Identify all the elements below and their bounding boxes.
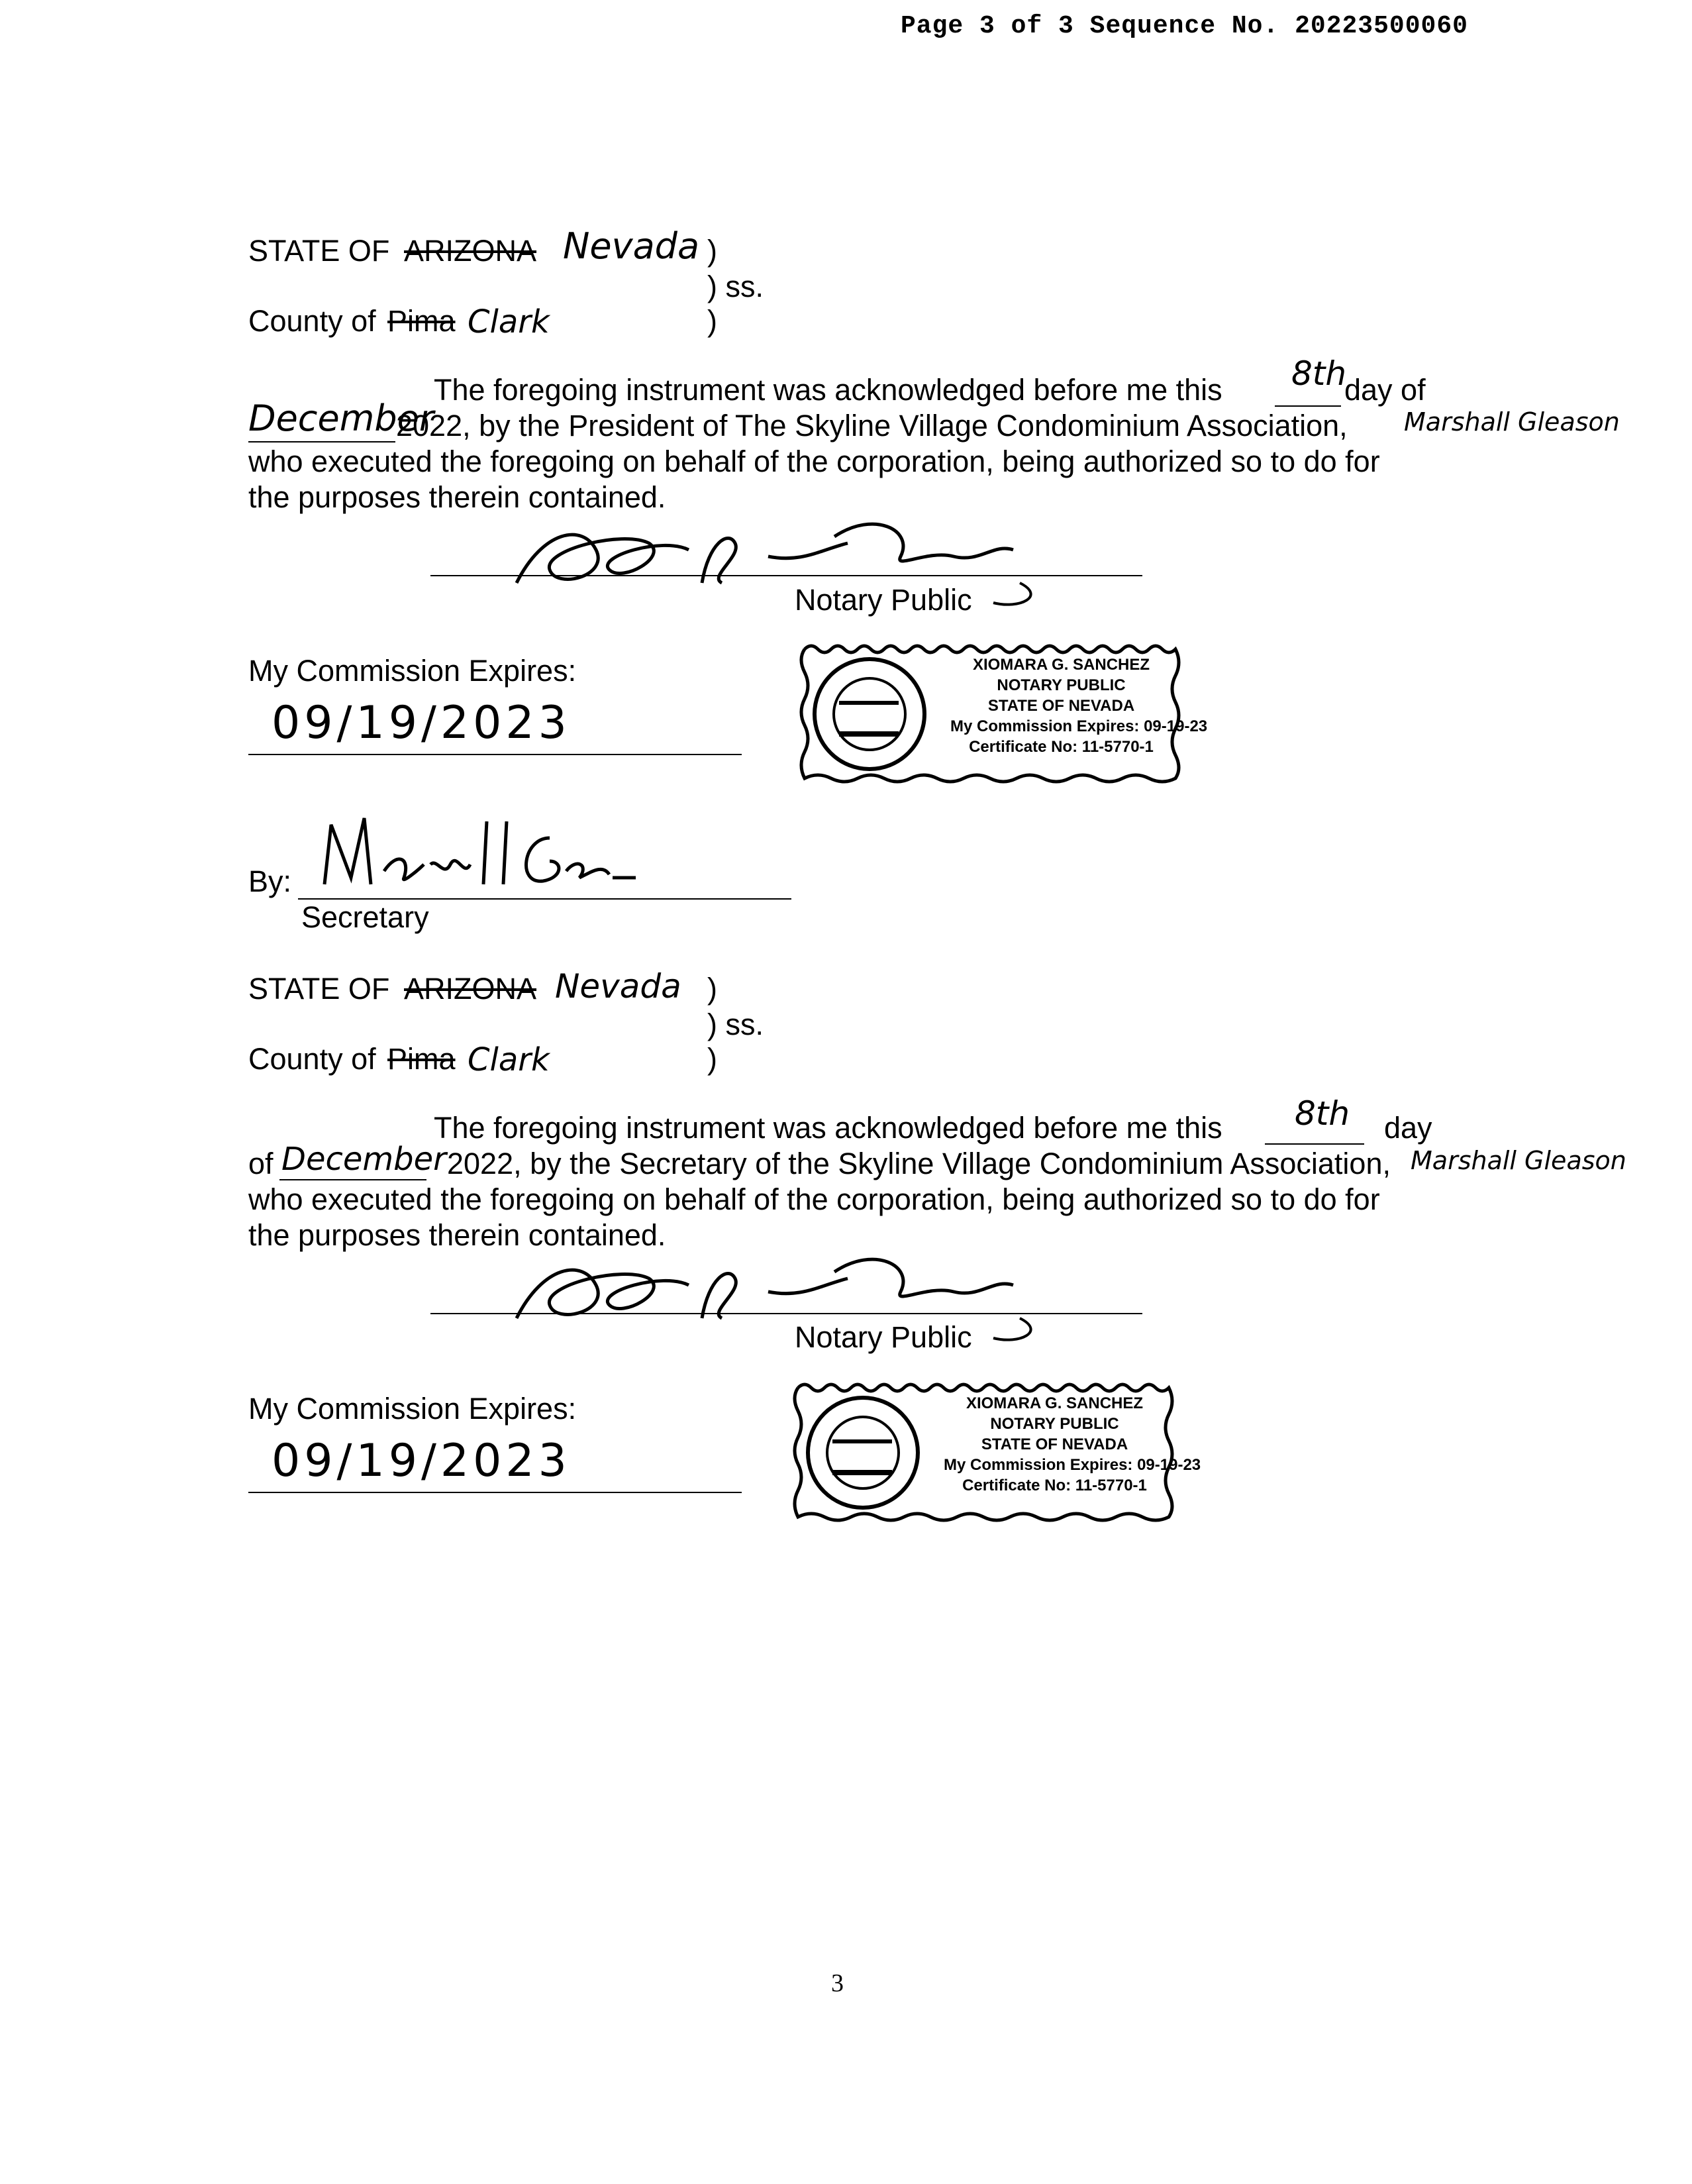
commission-date: 09/19/2023 xyxy=(272,1435,571,1487)
day-underline xyxy=(1275,405,1341,407)
seal-name: XIOMARA G. SANCHEZ xyxy=(972,656,1150,674)
paragraph-line: The foregoing instrument was acknowledged before me this xyxy=(434,1111,1222,1145)
seal-state: STATE OF NEVADA xyxy=(987,697,1135,715)
handwritten-day: 8th xyxy=(1291,354,1347,393)
seal-expiry: My Commission Expires: 09-19-23 xyxy=(950,717,1208,735)
paren: ) xyxy=(707,234,717,268)
by-signature-line xyxy=(298,898,791,900)
county-prefix: County of xyxy=(248,304,376,338)
state-prefix: STATE OF xyxy=(248,234,390,268)
secretary-title: Secretary xyxy=(301,900,429,934)
commission-date: 09/19/2023 xyxy=(272,697,571,749)
notary-seal-stamp xyxy=(798,643,1208,785)
page-header: Page 3 of 3 Sequence No. 20223500060 xyxy=(901,12,1468,40)
ss-label: ) ss. xyxy=(707,270,764,303)
notary-signature-line xyxy=(430,1313,1142,1314)
paragraph-line: the purposes therein contained. xyxy=(248,480,666,514)
seal-name: XIOMARA G. SANCHEZ xyxy=(966,1394,1144,1412)
state-struck: ARIZONA xyxy=(404,234,537,268)
ss-label: ) ss. xyxy=(707,1008,764,1041)
paragraph-line: who executed the foregoing on behalf of the corporation, being authorized so to do for xyxy=(248,1182,1380,1216)
state-prefix: STATE OF xyxy=(248,972,390,1006)
handwritten-name: Marshall Gleason xyxy=(1411,1146,1626,1175)
notary-label: Notary Public xyxy=(795,1320,972,1354)
seal-state: STATE OF NEVADA xyxy=(981,1435,1128,1453)
month-underline xyxy=(248,441,395,442)
county-struck: Pima xyxy=(387,1042,456,1076)
seal-title: NOTARY PUBLIC xyxy=(997,676,1126,694)
paragraph-line: of xyxy=(248,1147,274,1180)
paragraph-line: day xyxy=(1384,1111,1432,1145)
month-underline xyxy=(279,1179,426,1180)
paragraph-line: The foregoing instrument was acknowledged before me this xyxy=(434,373,1222,407)
state-handwritten: Nevada xyxy=(555,967,681,1006)
handwritten-month: December xyxy=(281,1141,446,1178)
state-struck: ARIZONA xyxy=(404,972,537,1006)
handwritten-month: December xyxy=(248,397,434,439)
paragraph-line: 2022, by the Secretary of the Skyline Village Condominium Association, xyxy=(447,1147,1391,1180)
paragraph-line: the purposes therein contained. xyxy=(248,1218,666,1252)
notary-label: Notary Public xyxy=(795,583,972,617)
paragraph-line: 2022, by the President of The Skyline Village Condominium Association, xyxy=(396,409,1348,442)
page-number: 3 xyxy=(831,1969,844,1997)
paren: ) xyxy=(707,972,717,1006)
paragraph-line: day of xyxy=(1344,373,1426,407)
handwritten-name: Marshall Gleason xyxy=(1404,407,1620,437)
county-struck: Pima xyxy=(387,304,456,338)
commission-label: My Commission Expires: xyxy=(248,654,577,688)
county-handwritten: Clark xyxy=(468,303,550,340)
paren: ) xyxy=(707,1042,717,1076)
paragraph-line: who executed the foregoing on behalf of the corporation, being authorized so to do for xyxy=(248,444,1380,478)
paren: ) xyxy=(707,304,717,338)
county-prefix: County of xyxy=(248,1042,376,1076)
commission-underline xyxy=(248,1492,742,1493)
notary-signature xyxy=(490,503,1086,616)
seal-certificate: Certificate No: 11-5770-1 xyxy=(962,1477,1147,1494)
secretary-signature xyxy=(318,811,662,904)
notary-signature xyxy=(490,1239,1086,1354)
notary-signature-line xyxy=(430,575,1142,576)
commission-label: My Commission Expires: xyxy=(248,1392,577,1426)
state-handwritten: Nevada xyxy=(563,225,700,267)
seal-expiry: My Commission Expires: 09-19-23 xyxy=(944,1456,1201,1474)
commission-underline xyxy=(248,754,742,755)
county-handwritten: Clark xyxy=(468,1041,550,1078)
handwritten-day: 8th xyxy=(1295,1094,1350,1133)
day-underline xyxy=(1265,1143,1364,1145)
seal-certificate: Certificate No: 11-5770-1 xyxy=(969,738,1154,756)
notary-seal-stamp xyxy=(791,1381,1201,1524)
by-label: By: xyxy=(248,864,292,898)
seal-title: NOTARY PUBLIC xyxy=(990,1415,1119,1433)
